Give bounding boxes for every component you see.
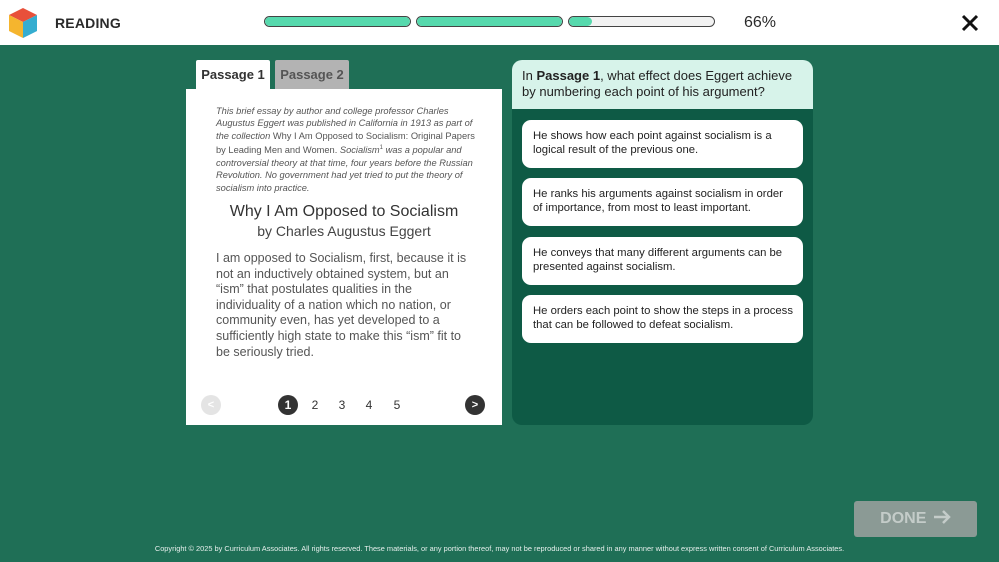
progress-fill-2 bbox=[417, 17, 562, 26]
answer-choice-2[interactable]: He ranks his arguments against socialism in order of importance, from most to least important. bbox=[522, 178, 803, 226]
progress-fill-3 bbox=[569, 17, 592, 26]
footnote-marker[interactable]: 1 bbox=[379, 145, 384, 152]
top-bar bbox=[0, 0, 999, 45]
next-page-button[interactable]: > bbox=[465, 395, 485, 415]
page-1-button[interactable]: 1 bbox=[278, 395, 298, 415]
question-panel bbox=[512, 60, 813, 425]
progress-segment-3 bbox=[568, 16, 715, 27]
question-suffix: , what effect does Eggert achieve by numbering each point of his argument? bbox=[522, 68, 793, 99]
intro-collection-title: Why I Am Opposed to Socialism: Original Papers by Leading Men and Women. bbox=[216, 130, 475, 156]
answer-choice-3[interactable]: He conveys that many different arguments can be presented against socialism. bbox=[522, 237, 803, 285]
question-passage-ref: Passage 1 bbox=[536, 68, 601, 83]
tab-passage-1[interactable]: Passage 1 bbox=[196, 60, 270, 90]
done-button[interactable] bbox=[854, 501, 977, 537]
arrow-right-icon bbox=[933, 510, 951, 524]
progress-segment-2 bbox=[416, 16, 563, 27]
tab-passage-2[interactable]: Passage 2 bbox=[275, 60, 349, 90]
passage-intro bbox=[216, 105, 478, 194]
passage-panel bbox=[186, 89, 502, 425]
passage-body: I am opposed to Socialism, first, because it is not an inductively obtained system, but an “ism” that postulates qualities in the individuality of a nation which no nation, or community even, has yet developed to a sufficiently high state to make this “ism” fit to be seriously tried. bbox=[216, 251, 467, 359]
app-logo-cube-icon bbox=[8, 7, 38, 39]
page-2-button[interactable]: 2 bbox=[311, 398, 319, 412]
previous-page-button[interactable]: < bbox=[201, 395, 221, 415]
close-icon[interactable] bbox=[960, 13, 980, 33]
question-prompt bbox=[512, 60, 813, 109]
intro-text-part3: was a popular and controversial theory at that time, four years before the Russian Revolution. No government had yet tried to put the theory of socialism into practice. bbox=[216, 145, 473, 193]
answer-choice-4[interactable]: He orders each point to show the steps in a process that can be followed to defeat socialism. bbox=[522, 295, 803, 343]
question-prefix: In bbox=[522, 68, 537, 83]
copyright-notice: Copyright © 2025 by Curriculum Associates. All rights reserved. These materials, or any portion thereof, may not be reproduced or shared in any manner without express written consent of Curriculum Associates. bbox=[154, 544, 845, 553]
progress-percent: 66% bbox=[744, 14, 777, 31]
intro-text-part2: Socialism bbox=[337, 145, 380, 156]
intro-text-part1: This brief essay by author and college professor Charles Augustus Eggert was published in California in 1913 as part of the collection bbox=[216, 106, 473, 141]
app-title: READING bbox=[55, 15, 121, 31]
page-3-button[interactable]: 3 bbox=[338, 398, 346, 412]
passage-title: Why I Am Opposed to Socialism bbox=[229, 203, 459, 220]
done-label: DONE bbox=[880, 510, 927, 527]
page-4-button[interactable]: 4 bbox=[365, 398, 373, 412]
passage-author: by Charles Augustus Eggert bbox=[257, 223, 431, 239]
answer-choice-1[interactable]: He shows how each point against socialism is a logical result of the previous one. bbox=[522, 120, 803, 168]
progress-segment-1 bbox=[264, 16, 411, 27]
progress-fill-1 bbox=[265, 17, 410, 26]
page-5-button[interactable]: 5 bbox=[393, 398, 401, 412]
